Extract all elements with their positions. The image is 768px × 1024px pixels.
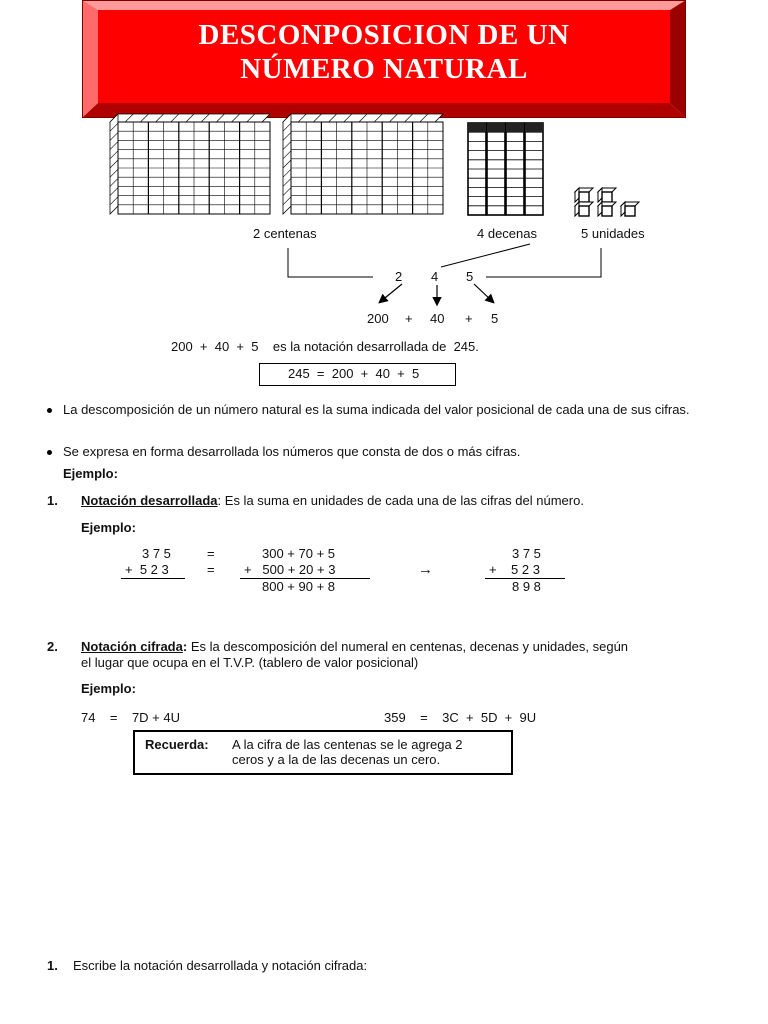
sum-right-row2: + 5 2 3 — [489, 562, 540, 577]
ten-rod-2 — [487, 123, 505, 215]
bullet-dot-2 — [47, 450, 52, 455]
section2-heading — [81, 639, 731, 671]
section1-number: 1. — [47, 493, 58, 508]
equals-row1: = — [207, 546, 215, 561]
cifrada-eq1: 74 = 7D + 4U — [81, 710, 180, 725]
boxed-equation — [259, 363, 456, 386]
unit-cube-4 — [598, 202, 616, 216]
ten-rod-1 — [468, 123, 486, 215]
hundred-block-1 — [110, 114, 270, 214]
section2-ejemplo: Ejemplo: — [81, 681, 136, 696]
expanded-sentence: 200 + 40 + 5 es la notación desarrollada de 245. — [171, 339, 479, 354]
equals-row2: = — [207, 562, 215, 577]
section2-text-line1: Es la descomposición del numeral en centenas, decenas y unidades, según — [187, 639, 629, 654]
digit-hundreds: 2 — [395, 269, 403, 284]
recuerda-line2: ceros y a la de las decenas un cero. — [232, 752, 441, 767]
unit-cube-3 — [575, 202, 593, 216]
recuerda-line1: A la cifra de las centenas se le agrega 2 — [232, 737, 463, 752]
sum-right-row3: 8 9 8 — [512, 579, 541, 594]
boxed-equation-text: 245 = 200 + 40 + 5 — [288, 366, 420, 381]
arrow-right-icon: → — [418, 561, 433, 578]
sum-left-row1: 3 7 5 — [142, 546, 171, 561]
section2-number: 2. — [47, 639, 58, 654]
section2-text-line2: el lugar que ocupa en el T.V.P. (tablero de valor posicional) — [81, 655, 419, 670]
section2-term: Notación cifrada — [81, 639, 183, 654]
section1-text: : Es la suma en unidades de cada una de las cifras del número. — [217, 493, 584, 508]
hundred-block-2 — [283, 114, 443, 214]
ten-rod-4 — [525, 123, 543, 215]
bullet-dot-1 — [47, 408, 52, 413]
digit-units: 5 — [466, 269, 474, 284]
page-title-line1: DESCONPOSICION DE UN — [198, 19, 570, 51]
digit-tens: 4 — [431, 269, 439, 284]
sum-mid-row3: 800 + 90 + 8 — [262, 579, 336, 594]
base-ten-blocks — [105, 112, 665, 222]
cifrada-eq2: 359 = 3C + 5D + 9U — [384, 710, 537, 725]
sum-left-rule — [121, 578, 185, 579]
recuerda-box — [133, 730, 513, 775]
unit-cube-2 — [598, 188, 616, 202]
exercise-text: Escribe la notación desarrollada y notación cifrada: — [73, 958, 368, 973]
page-title — [98, 18, 670, 86]
centenas-label: 2 centenas — [253, 226, 317, 241]
unit-cube-5 — [621, 202, 639, 216]
value-hundreds: 200 — [367, 311, 389, 326]
plus-sign-2: + — [465, 311, 473, 326]
value-units: 5 — [491, 311, 499, 326]
sum-mid-row2: + 500 + 20 + 3 — [244, 562, 336, 577]
section1-term: Notación desarrollada — [81, 493, 218, 508]
page-title-line2: NÚMERO NATURAL — [240, 53, 528, 85]
sum-left-row2: + 5 2 3 — [125, 562, 169, 577]
bullet-text-2: Se expresa en forma desarrollada los números que consta de dos o más cifras. — [63, 444, 521, 459]
unidades-label: 5 unidades — [581, 226, 645, 241]
value-tens: 40 — [430, 311, 445, 326]
ten-rod-3 — [506, 123, 524, 215]
connector-diagram — [0, 240, 768, 320]
bullet-text-1: La descomposición de un número natural es la suma indicada del valor posicional de cada una de sus cifras. — [63, 402, 690, 417]
ejemplo-label: Ejemplo: — [63, 466, 118, 481]
recuerda-label: Recuerda: — [145, 737, 209, 752]
section1-heading — [81, 493, 584, 509]
plus-sign-1: + — [405, 311, 413, 326]
section2-colon: : — [182, 639, 188, 654]
unit-cube-1 — [575, 188, 593, 202]
sum-mid-row1: 300 + 70 + 5 — [262, 546, 336, 561]
sum-right-row1: 3 7 5 — [512, 546, 541, 561]
decenas-label: 4 decenas — [477, 226, 537, 241]
section1-ejemplo: Ejemplo: — [81, 520, 136, 535]
exercise-number: 1. — [47, 958, 58, 973]
